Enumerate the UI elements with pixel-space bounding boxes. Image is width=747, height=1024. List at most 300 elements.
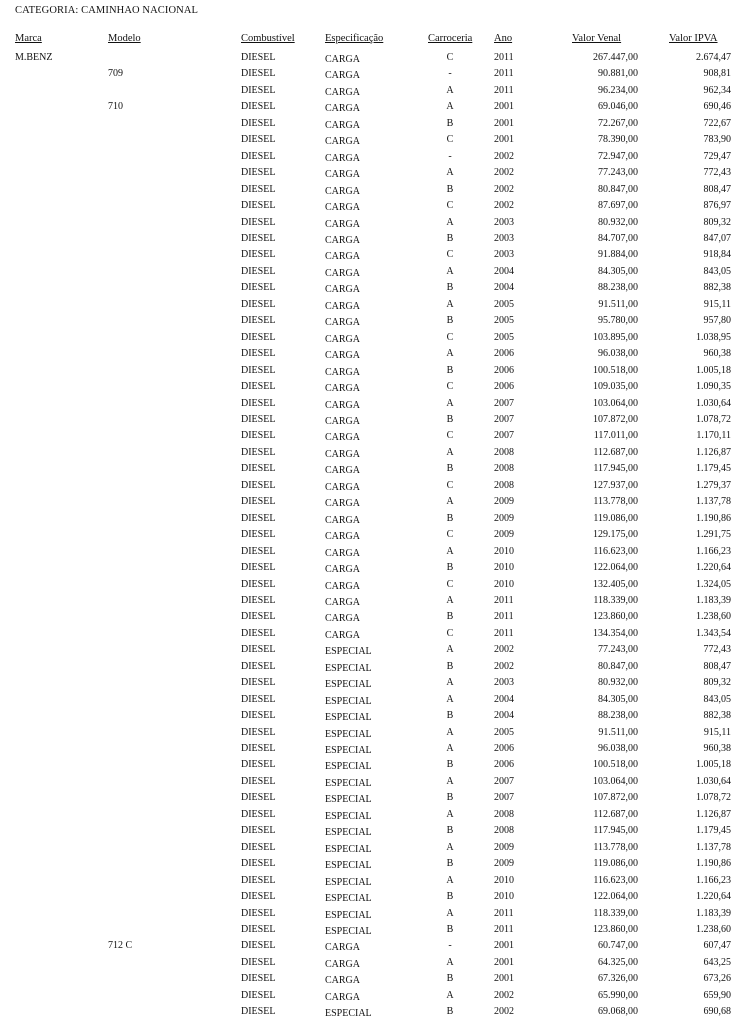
cell-especificacao: CARGA — [325, 54, 361, 65]
cell-combustivel: DIESEL — [241, 710, 276, 722]
cell-especificacao: ESPECIAL — [325, 794, 372, 806]
cell-ano: 2010 — [494, 545, 514, 557]
cell-valor-ipva: 915,11 — [703, 298, 731, 310]
cell-especificacao: CARGA — [325, 86, 361, 98]
cell-valor-venal: 84.707,00 — [598, 232, 638, 244]
cell-combustivel: DIESEL — [241, 907, 276, 919]
cell-ano: 2005 — [494, 298, 514, 310]
cell-valor-ipva: 876,97 — [703, 200, 731, 212]
cell-ano: 2010 — [494, 874, 514, 886]
cell-ano: 2002 — [494, 660, 514, 672]
table-row — [0, 858, 747, 874]
table-row — [0, 1006, 747, 1022]
cell-combustivel: DIESEL — [241, 594, 276, 606]
cell-ano: 2003 — [494, 216, 514, 228]
cell-valor-venal: 117.011,00 — [593, 430, 638, 442]
cell-combustivel: DIESEL — [241, 578, 276, 590]
cell-especificacao: CARGA — [325, 448, 361, 460]
cell-valor-ipva: 1.190,86 — [696, 858, 731, 870]
table-row — [0, 661, 747, 677]
cell-especificacao: CARGA — [325, 629, 361, 641]
table-row — [0, 562, 747, 578]
cell-ano: 2011 — [494, 52, 514, 63]
cell-valor-ipva: 607,47 — [703, 940, 731, 952]
cell-especificacao: CARGA — [325, 498, 361, 510]
category-title: CATEGORIA: CAMINHAO NACIONAL — [15, 5, 199, 16]
cell-especificacao: CARGA — [325, 991, 361, 1003]
cell-ano: 2006 — [494, 381, 514, 393]
cell-combustivel: DIESEL — [241, 891, 276, 903]
header-ano: Ano — [494, 33, 513, 44]
cell-combustivel: DIESEL — [241, 858, 276, 870]
cell-combustivel: DIESEL — [241, 265, 276, 277]
table-row — [0, 694, 747, 710]
cell-valor-ipva: 1.179,45 — [696, 825, 731, 837]
cell-valor-ipva: 1.170,11 — [696, 430, 731, 442]
cell-valor-venal: 88.238,00 — [598, 710, 638, 722]
cell-combustivel: DIESEL — [241, 430, 276, 442]
cell-carroceria: C — [446, 529, 454, 541]
cell-especificacao: CARGA — [325, 169, 361, 181]
cell-valor-ipva: 1.038,95 — [696, 331, 731, 343]
cell-especificacao: CARGA — [325, 218, 361, 230]
cell-combustivel: DIESEL — [241, 315, 276, 327]
table-row — [0, 447, 747, 463]
cell-combustivel: DIESEL — [241, 644, 276, 656]
cell-ano: 2004 — [494, 282, 514, 294]
cell-valor-ipva: 1.238,60 — [696, 924, 731, 936]
cell-combustivel: DIESEL — [241, 52, 276, 63]
cell-combustivel: DIESEL — [241, 150, 276, 162]
cell-carroceria: C — [446, 430, 454, 442]
cell-valor-venal: 96.038,00 — [598, 743, 638, 755]
cell-ano: 2010 — [494, 562, 514, 574]
cell-ano: 2010 — [494, 891, 514, 903]
cell-valor-ipva: 918,84 — [703, 249, 731, 261]
cell-combustivel: DIESEL — [241, 627, 276, 639]
cell-especificacao: CARGA — [325, 399, 361, 411]
cell-valor-ipva: 882,38 — [703, 282, 731, 294]
cell-especificacao: CARGA — [325, 366, 361, 378]
cell-carroceria: B — [446, 710, 454, 722]
table-row — [0, 595, 747, 611]
cell-ano: 2007 — [494, 430, 514, 442]
cell-especificacao: CARGA — [325, 267, 361, 279]
cell-combustivel: DIESEL — [241, 874, 276, 886]
header-valor-venal: Valor Venal — [572, 33, 622, 44]
cell-especificacao: CARGA — [325, 185, 361, 197]
table-row — [0, 463, 747, 479]
cell-valor-venal: 116.623,00 — [593, 545, 638, 557]
table-row — [0, 398, 747, 414]
cell-especificacao: CARGA — [325, 564, 361, 576]
table-row — [0, 299, 747, 315]
header-marca: Marca — [15, 33, 42, 44]
cell-carroceria: B — [446, 825, 454, 837]
cell-ano: 2001 — [494, 117, 514, 129]
cell-valor-ipva: 809,32 — [703, 677, 731, 689]
table-body — [0, 52, 747, 1023]
cell-carroceria: B — [446, 463, 454, 475]
cell-valor-ipva: 783,90 — [703, 134, 731, 146]
cell-carroceria: B — [446, 924, 454, 936]
table-row — [0, 973, 747, 989]
cell-valor-ipva: 729,47 — [703, 150, 731, 162]
cell-combustivel: DIESEL — [241, 167, 276, 179]
cell-carroceria: A — [446, 348, 454, 360]
cell-ano: 2011 — [494, 594, 514, 606]
cell-ano: 2004 — [494, 693, 514, 705]
header-carroceria: Carroceria — [428, 33, 473, 44]
cell-carroceria: B — [446, 512, 454, 524]
cell-carroceria: B — [446, 232, 454, 244]
table-row — [0, 496, 747, 512]
cell-ano: 2009 — [494, 529, 514, 541]
cell-valor-venal: 88.238,00 — [598, 282, 638, 294]
cell-especificacao: ESPECIAL — [325, 695, 372, 707]
table-row — [0, 249, 747, 265]
table-row — [0, 167, 747, 183]
cell-combustivel: DIESEL — [241, 84, 276, 96]
cell-carroceria: B — [446, 282, 454, 294]
table-row — [0, 118, 747, 134]
cell-ano: 2001 — [494, 956, 514, 968]
cell-carroceria: - — [448, 68, 452, 80]
table-row — [0, 101, 747, 117]
cell-valor-venal: 96.234,00 — [598, 84, 638, 96]
cell-ano: 2011 — [494, 84, 514, 96]
cell-carroceria: B — [446, 413, 454, 425]
cell-ano: 2011 — [494, 907, 514, 919]
cell-valor-venal: 90.881,00 — [598, 68, 638, 80]
cell-combustivel: DIESEL — [241, 743, 276, 755]
cell-valor-venal: 64.325,00 — [598, 956, 638, 968]
cell-valor-ipva: 962,34 — [703, 84, 731, 96]
cell-ano: 2011 — [494, 924, 514, 936]
cell-valor-ipva: 847,07 — [703, 232, 731, 244]
cell-ano: 2005 — [494, 331, 514, 343]
cell-valor-venal: 80.932,00 — [598, 216, 638, 228]
cell-valor-ipva: 1.126,87 — [696, 446, 731, 458]
cell-carroceria: B — [446, 315, 454, 327]
cell-ano: 2001 — [494, 101, 514, 113]
cell-combustivel: DIESEL — [241, 68, 276, 80]
cell-valor-venal: 123.860,00 — [593, 924, 638, 936]
cell-especificacao: CARGA — [325, 152, 361, 164]
cell-ano: 2002 — [494, 989, 514, 1001]
cell-valor-venal: 132.405,00 — [593, 578, 638, 590]
cell-valor-venal: 78.390,00 — [598, 134, 638, 146]
cell-valor-ipva: 1.126,87 — [696, 808, 731, 820]
cell-especificacao: CARGA — [325, 596, 361, 608]
table-row — [0, 266, 747, 282]
cell-valor-venal: 117.945,00 — [593, 825, 638, 837]
cell-carroceria: B — [446, 973, 454, 985]
cell-ano: 2008 — [494, 446, 514, 458]
cell-combustivel: DIESEL — [241, 298, 276, 310]
cell-valor-venal: 119.086,00 — [593, 512, 638, 524]
cell-especificacao: CARGA — [325, 547, 361, 559]
cell-valor-venal: 116.623,00 — [593, 874, 638, 886]
cell-carroceria: A — [446, 956, 454, 968]
cell-combustivel: DIESEL — [241, 348, 276, 360]
cell-valor-venal: 109.035,00 — [593, 381, 638, 393]
cell-ano: 2007 — [494, 413, 514, 425]
header-especificacao: Especificação — [325, 33, 384, 44]
cell-modelo: 709 — [108, 68, 123, 80]
table-row — [0, 217, 747, 233]
cell-especificacao: CARGA — [325, 613, 361, 625]
cell-combustivel: DIESEL — [241, 693, 276, 705]
cell-carroceria: A — [446, 775, 454, 787]
cell-valor-ipva: 690,68 — [703, 1006, 731, 1018]
cell-especificacao: CARGA — [325, 234, 361, 246]
table-row — [0, 134, 747, 150]
cell-valor-ipva: 1.183,39 — [696, 594, 731, 606]
cell-valor-ipva: 915,11 — [703, 726, 731, 738]
table-row — [0, 513, 747, 529]
cell-ano: 2011 — [494, 611, 514, 623]
cell-valor-venal: 267.447,00 — [593, 52, 638, 63]
cell-marca: M.BENZ — [15, 52, 53, 63]
cell-valor-venal: 67.326,00 — [598, 973, 638, 985]
cell-especificacao: ESPECIAL — [325, 810, 372, 822]
cell-especificacao: ESPECIAL — [325, 662, 372, 674]
cell-valor-venal: 87.697,00 — [598, 200, 638, 212]
cell-combustivel: DIESEL — [241, 446, 276, 458]
cell-carroceria: A — [446, 726, 454, 738]
cell-valor-ipva: 1.343,54 — [696, 627, 731, 639]
cell-combustivel: DIESEL — [241, 200, 276, 212]
cell-combustivel: DIESEL — [241, 397, 276, 409]
cell-valor-venal: 69.046,00 — [598, 101, 638, 113]
cell-valor-venal: 113.778,00 — [593, 496, 638, 508]
cell-carroceria: C — [446, 627, 454, 639]
cell-carroceria: B — [446, 792, 454, 804]
table-row — [0, 480, 747, 496]
cell-carroceria: A — [446, 298, 454, 310]
cell-valor-ipva: 808,47 — [703, 660, 731, 672]
cell-carroceria: A — [446, 841, 454, 853]
header-valor-ipva: Valor IPVA — [669, 33, 718, 44]
cell-valor-venal: 103.895,00 — [593, 331, 638, 343]
cell-especificacao: CARGA — [325, 383, 361, 395]
cell-ano: 2002 — [494, 200, 514, 212]
cell-especificacao: CARGA — [325, 580, 361, 592]
cell-carroceria: B — [446, 562, 454, 574]
cell-carroceria: C — [446, 52, 454, 63]
cell-especificacao: ESPECIAL — [325, 909, 372, 921]
cell-ano: 2006 — [494, 364, 514, 376]
cell-especificacao: ESPECIAL — [325, 860, 372, 872]
cell-especificacao: ESPECIAL — [325, 843, 372, 855]
cell-ano: 2007 — [494, 397, 514, 409]
cell-especificacao: CARGA — [325, 350, 361, 362]
cell-ano: 2004 — [494, 265, 514, 277]
cell-combustivel: DIESEL — [241, 726, 276, 738]
table-row — [0, 990, 747, 1006]
table-row — [0, 842, 747, 858]
cell-ano: 2002 — [494, 150, 514, 162]
table-row — [0, 430, 747, 446]
cell-valor-venal: 113.778,00 — [593, 841, 638, 853]
cell-valor-venal: 107.872,00 — [593, 792, 638, 804]
cell-valor-ipva: 1.238,60 — [696, 611, 731, 623]
cell-combustivel: DIESEL — [241, 677, 276, 689]
table-row — [0, 743, 747, 759]
cell-carroceria: A — [446, 446, 454, 458]
cell-combustivel: DIESEL — [241, 529, 276, 541]
cell-ano: 2009 — [494, 496, 514, 508]
table-row — [0, 924, 747, 940]
cell-combustivel: DIESEL — [241, 973, 276, 985]
cell-especificacao: CARGA — [325, 481, 361, 493]
cell-ano: 2003 — [494, 677, 514, 689]
cell-ano: 2005 — [494, 726, 514, 738]
cell-combustivel: DIESEL — [241, 249, 276, 261]
cell-valor-venal: 95.780,00 — [598, 315, 638, 327]
cell-valor-venal: 122.064,00 — [593, 891, 638, 903]
cell-valor-ipva: 1.078,72 — [696, 413, 731, 425]
cell-valor-venal: 80.847,00 — [598, 660, 638, 672]
cell-especificacao: ESPECIAL — [325, 728, 372, 740]
cell-combustivel: DIESEL — [241, 940, 276, 952]
cell-valor-ipva: 808,47 — [703, 183, 731, 195]
table-row — [0, 151, 747, 167]
cell-valor-venal: 100.518,00 — [593, 364, 638, 376]
table-row — [0, 365, 747, 381]
cell-carroceria: B — [446, 183, 454, 195]
table-row — [0, 414, 747, 430]
cell-combustivel: DIESEL — [241, 989, 276, 1001]
cell-valor-ipva: 1.190,86 — [696, 512, 731, 524]
cell-valor-ipva: 1.220,64 — [696, 562, 731, 574]
cell-valor-venal: 91.884,00 — [598, 249, 638, 261]
cell-especificacao: ESPECIAL — [325, 926, 372, 938]
cell-ano: 2003 — [494, 232, 514, 244]
cell-combustivel: DIESEL — [241, 956, 276, 968]
cell-combustivel: DIESEL — [241, 216, 276, 228]
cell-valor-venal: 77.243,00 — [598, 644, 638, 656]
table-row — [0, 940, 747, 956]
cell-ano: 2002 — [494, 1006, 514, 1018]
cell-especificacao: CARGA — [325, 103, 361, 115]
cell-ano: 2001 — [494, 940, 514, 952]
cell-ano: 2002 — [494, 644, 514, 656]
table-row — [0, 957, 747, 973]
table-row — [0, 644, 747, 660]
cell-valor-ipva: 1.220,64 — [696, 891, 731, 903]
cell-carroceria: A — [446, 101, 454, 113]
table-row — [0, 611, 747, 627]
cell-valor-venal: 123.860,00 — [593, 611, 638, 623]
cell-combustivel: DIESEL — [241, 381, 276, 393]
cell-combustivel: DIESEL — [241, 512, 276, 524]
cell-combustivel: DIESEL — [241, 282, 276, 294]
cell-carroceria: A — [446, 693, 454, 705]
cell-carroceria: A — [446, 989, 454, 1001]
cell-combustivel: DIESEL — [241, 364, 276, 376]
cell-combustivel: DIESEL — [241, 496, 276, 508]
table-row — [0, 52, 747, 68]
cell-especificacao: CARGA — [325, 942, 361, 954]
cell-ano: 2005 — [494, 315, 514, 327]
table-row — [0, 710, 747, 726]
cell-carroceria: A — [446, 496, 454, 508]
cell-carroceria: C — [446, 134, 454, 146]
cell-modelo: 710 — [108, 101, 123, 113]
cell-combustivel: DIESEL — [241, 825, 276, 837]
cell-valor-venal: 80.847,00 — [598, 183, 638, 195]
cell-carroceria: A — [446, 874, 454, 886]
cell-ano: 2009 — [494, 512, 514, 524]
cell-ano: 2010 — [494, 578, 514, 590]
cell-carroceria: A — [446, 743, 454, 755]
cell-valor-venal: 65.990,00 — [598, 989, 638, 1001]
cell-carroceria: C — [446, 381, 454, 393]
cell-valor-ipva: 690,46 — [703, 101, 731, 113]
cell-valor-ipva: 2.674,47 — [696, 52, 731, 63]
cell-carroceria: C — [446, 249, 454, 261]
cell-especificacao: CARGA — [325, 300, 361, 312]
cell-carroceria: A — [446, 907, 454, 919]
cell-especificacao: CARGA — [325, 333, 361, 345]
cell-valor-venal: 118.339,00 — [593, 907, 638, 919]
table-row — [0, 85, 747, 101]
cell-combustivel: DIESEL — [241, 134, 276, 146]
cell-valor-ipva: 1.030,64 — [696, 397, 731, 409]
cell-valor-ipva: 960,38 — [703, 348, 731, 360]
cell-valor-venal: 112.687,00 — [593, 446, 638, 458]
cell-valor-ipva: 1.005,18 — [696, 364, 731, 376]
cell-carroceria: - — [448, 150, 452, 162]
cell-combustivel: DIESEL — [241, 463, 276, 475]
cell-valor-ipva: 1.078,72 — [696, 792, 731, 804]
cell-carroceria: C — [446, 200, 454, 212]
cell-carroceria: B — [446, 611, 454, 623]
cell-valor-ipva: 843,05 — [703, 693, 731, 705]
cell-valor-venal: 60.747,00 — [598, 940, 638, 952]
cell-valor-venal: 122.064,00 — [593, 562, 638, 574]
table-row — [0, 908, 747, 924]
cell-valor-ipva: 1.183,39 — [696, 907, 731, 919]
cell-especificacao: CARGA — [325, 317, 361, 329]
cell-carroceria: B — [446, 1006, 454, 1018]
table-row — [0, 315, 747, 331]
table-row — [0, 233, 747, 249]
cell-combustivel: DIESEL — [241, 117, 276, 129]
cell-combustivel: DIESEL — [241, 792, 276, 804]
table-row — [0, 529, 747, 545]
cell-carroceria: B — [446, 858, 454, 870]
cell-combustivel: DIESEL — [241, 759, 276, 771]
cell-carroceria: - — [448, 940, 452, 952]
cell-valor-venal: 117.945,00 — [593, 463, 638, 475]
table-row — [0, 792, 747, 808]
cell-carroceria: A — [446, 644, 454, 656]
table-row — [0, 875, 747, 891]
cell-valor-venal: 103.064,00 — [593, 775, 638, 787]
cell-valor-ipva: 1.137,78 — [696, 496, 731, 508]
cell-valor-ipva: 1.166,23 — [696, 545, 731, 557]
cell-especificacao: ESPECIAL — [325, 876, 372, 888]
cell-valor-venal: 72.267,00 — [598, 117, 638, 129]
cell-combustivel: DIESEL — [241, 775, 276, 787]
cell-valor-ipva: 659,90 — [703, 989, 731, 1001]
cell-ano: 2008 — [494, 808, 514, 820]
cell-ano: 2006 — [494, 743, 514, 755]
cell-valor-ipva: 843,05 — [703, 265, 731, 277]
